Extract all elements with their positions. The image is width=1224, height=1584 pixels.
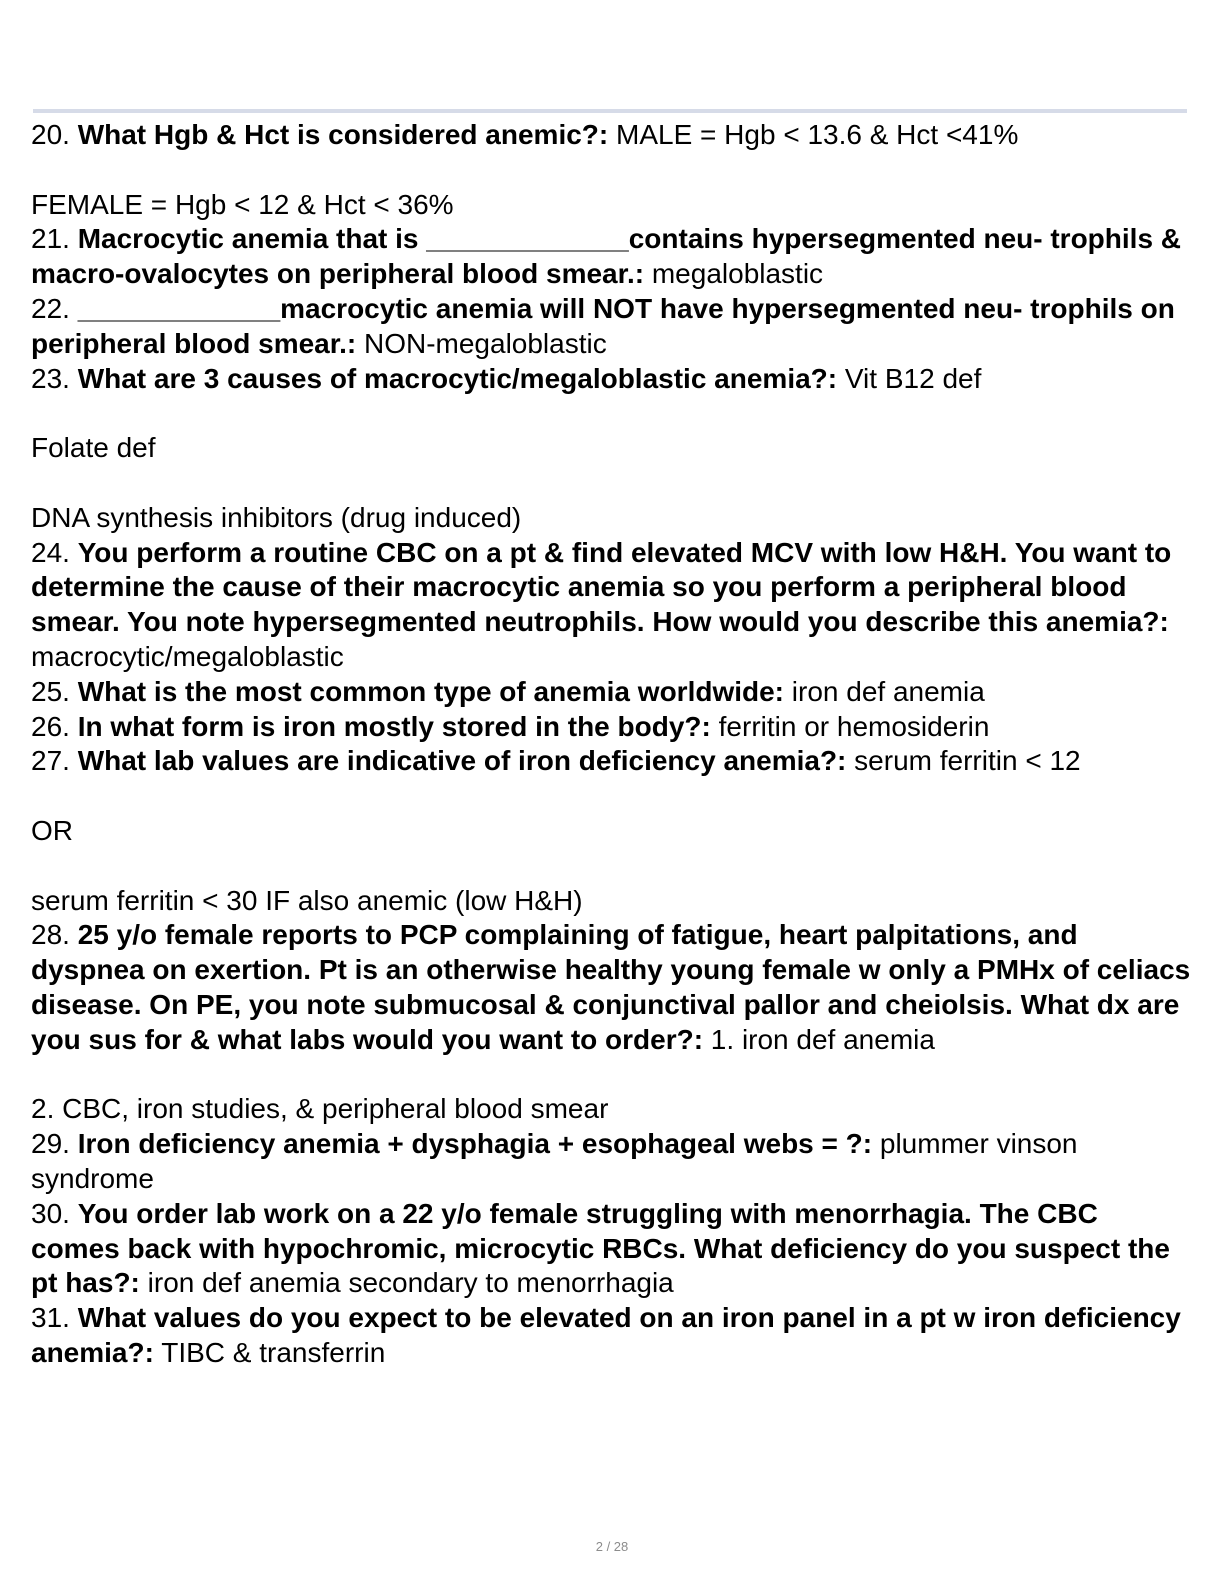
item-number: 21. xyxy=(31,223,78,255)
flashcard-list xyxy=(31,118,1191,1371)
item-number: 28. xyxy=(31,919,78,951)
question-text: What values do you expect to be elevated on an iron panel in a pt w iron deficiency anemia?: xyxy=(31,1302,1181,1368)
answer-text: TIBC & transferrin xyxy=(153,1336,386,1368)
question-text: In what form is iron mostly stored in the body?: xyxy=(77,710,711,742)
answer-continuation: OR xyxy=(31,814,73,846)
answer-text: macrocytic/megaloblastic xyxy=(31,640,344,672)
qa-item-31 xyxy=(31,1301,1191,1371)
answer-continuation: serum ferritin < 30 IF also anemic (low H&H) xyxy=(31,884,583,916)
item-number: 23. xyxy=(31,362,78,394)
answer-text: megaloblastic xyxy=(644,258,824,290)
answer-text: iron def anemia secondary to menorrhagia xyxy=(139,1267,674,1299)
item-number: 27. xyxy=(31,745,78,777)
item-number: 29. xyxy=(31,1128,78,1160)
qa-item-29 xyxy=(31,1127,1191,1197)
item-number: 26. xyxy=(31,710,78,742)
answer-continuation: Folate def xyxy=(31,432,156,464)
item-number: 22. xyxy=(31,292,78,324)
answer-text: NON-megaloblastic xyxy=(356,327,607,359)
page-number: 2 / 28 xyxy=(595,1539,629,1554)
question-text: What are 3 causes of macrocytic/megaloblastic anemia?: xyxy=(77,362,838,394)
question-text: What Hgb & Hct is considered anemic?: xyxy=(77,119,609,150)
question-text: You order lab work on a 22 y/o female struggling with menorrhagia. The CBC comes back with hypochromic, microcytic RBCs. What deficiency do you suspect the pt has?: xyxy=(31,1197,1170,1299)
item-number: 24. xyxy=(31,536,78,568)
item-number: 25. xyxy=(31,675,78,707)
qa-item-22 xyxy=(31,292,1191,362)
question-text: Iron deficiency anemia + dysphagia + esophageal webs = ?: xyxy=(77,1128,873,1160)
answer-continuation: FEMALE = Hgb < 12 & Hct < 36% xyxy=(31,188,454,220)
answer-continuation: 2. CBC, iron studies, & peripheral blood smear xyxy=(31,1093,609,1125)
answer-text: 1. iron def anemia xyxy=(703,1023,935,1055)
answer-text: iron def anemia xyxy=(784,675,985,707)
answer-text: MALE = Hgb < 13.6 & Hct <41% xyxy=(608,119,1019,150)
qa-item-24 xyxy=(31,536,1191,675)
qa-item-28 xyxy=(31,918,1191,1057)
question-text: You perform a routine CBC on a pt & find elevated MCV with low H&H. You want to determine the cause of their macrocytic anemia so you perform a peripheral blood smear. You note hypersegmented neutrophils. How would you describe this anemia?: xyxy=(31,536,1172,638)
answer-text: plummer vinson syndrome xyxy=(31,1128,1078,1194)
question-text: Macrocytic anemia that is _____________contains hypersegmented neu- trophils & macro-ovalocytes on peripheral blood smear.: xyxy=(31,223,1182,290)
answer-text: Vit B12 def xyxy=(837,362,982,394)
qa-item-26 xyxy=(31,710,1191,745)
question-text: _____________macrocytic anemia will NOT have hypersegmented neu- trophils on peripheral blood smear.: xyxy=(31,292,1175,359)
answer-continuation: DNA synthesis inhibitors (drug induced) xyxy=(31,501,522,533)
qa-item-27 xyxy=(31,744,1191,779)
qa-item-30 xyxy=(31,1197,1191,1301)
answer-text: ferritin or hemosiderin xyxy=(710,710,990,742)
header-divider xyxy=(33,109,1187,113)
item-number: 30. xyxy=(31,1197,78,1229)
qa-item-25 xyxy=(31,675,1191,710)
item-number: 31. xyxy=(31,1302,78,1334)
answer-text: serum ferritin < 12 xyxy=(846,745,1081,777)
qa-item-23 xyxy=(31,362,1191,397)
question-text: 25 y/o female reports to PCP complaining of fatigue, heart palpitations, and dyspnea on exertion. Pt is an otherwise healthy young female w only a PMHx of celiacs disease. On PE, you note submucosal & conjunctival pallor and cheiolsis. What dx are you sus for & what labs would you want to order?: xyxy=(31,919,1191,1055)
item-number: 20. xyxy=(31,119,78,150)
qa-item-20 xyxy=(31,118,1191,153)
question-text: What is the most common type of anemia worldwide: xyxy=(77,675,785,707)
qa-item-21 xyxy=(31,222,1191,292)
question-text: What lab values are indicative of iron deficiency anemia?: xyxy=(77,745,847,777)
